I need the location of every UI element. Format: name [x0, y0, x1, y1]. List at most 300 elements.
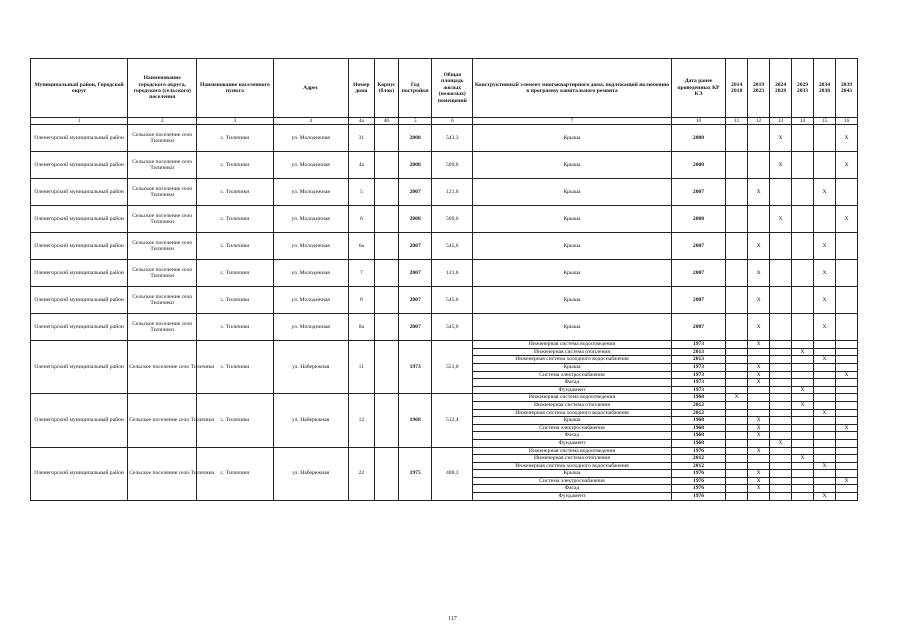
period-mark-cell	[835, 363, 857, 371]
street-cell: ул. Молодежная	[273, 260, 348, 287]
period-mark-cell: X	[748, 179, 770, 206]
structural-element-cell: Крыша	[473, 206, 672, 233]
period-mark-cell	[748, 493, 770, 501]
structural-element-cell: Система электроснабжения	[473, 371, 672, 379]
period-mark-cell	[792, 233, 814, 260]
settlement-cell: Сельское поселение село Тиличики	[128, 206, 197, 233]
period-mark-cell: X	[813, 314, 835, 341]
previous-repair-date-cell: 1968	[671, 394, 725, 402]
block-cell	[374, 394, 398, 447]
structural-element-cell: Крыша	[473, 314, 672, 341]
block-cell	[374, 152, 398, 179]
previous-repair-date-cell: 2007	[671, 233, 725, 260]
period-mark-cell	[726, 363, 748, 371]
period-mark-cell	[813, 394, 835, 402]
previous-repair-date-cell: 2008	[671, 152, 725, 179]
column-header: Наименование городского округа, городского (сельского) поселения	[128, 59, 197, 118]
column-header: Наименование населенного пункта	[197, 59, 273, 118]
period-mark-cell	[835, 455, 857, 463]
table-row	[31, 206, 858, 233]
period-mark-cell	[726, 260, 748, 287]
period-mark-cell	[770, 356, 792, 364]
street-cell: ул. Молодежная	[273, 314, 348, 341]
period-mark-cell	[770, 394, 792, 402]
period-mark-cell: X	[770, 125, 792, 152]
build-year-cell: 2008	[398, 206, 431, 233]
capital-repair-table	[30, 58, 858, 501]
period-mark-cell: X	[813, 493, 835, 501]
period-mark-cell	[792, 379, 814, 387]
column-number: 4б	[374, 118, 398, 125]
district-cell: Оленегорский муниципальный район	[31, 314, 128, 341]
period-mark-cell	[726, 455, 748, 463]
settlement-cell: Сельское поселение село Тиличики	[128, 341, 197, 394]
district-cell: Оленегорский муниципальный район	[31, 206, 128, 233]
settlement-cell: Сельское поселение село Тиличики	[128, 287, 197, 314]
district-cell: Оленегорский муниципальный район	[31, 179, 128, 206]
column-number: 12	[748, 118, 770, 125]
period-mark-cell	[792, 439, 814, 447]
column-header: Общая площадь жилых (нежилых) помещений	[432, 59, 473, 118]
structural-element-cell: Фундамент	[473, 386, 672, 394]
locality-cell: с. Тиличики	[197, 287, 273, 314]
period-mark-cell: X	[813, 462, 835, 470]
house-number-cell: 31	[348, 125, 374, 152]
build-year-cell: 2007	[398, 287, 431, 314]
period-mark-cell	[792, 424, 814, 432]
street-cell: ул. Молодежная	[273, 179, 348, 206]
period-mark-cell	[726, 409, 748, 417]
period-mark-cell: X	[813, 233, 835, 260]
period-mark-cell	[792, 371, 814, 379]
period-mark-cell	[726, 356, 748, 364]
previous-repair-date-cell: 2012	[671, 462, 725, 470]
previous-repair-date-cell: 1968	[671, 432, 725, 440]
structural-element-cell: Инженерная система водоотведения	[473, 394, 672, 402]
previous-repair-date-cell: 2013	[671, 356, 725, 364]
period-mark-cell	[748, 462, 770, 470]
structural-element-cell: Фасад	[473, 432, 672, 440]
period-mark-cell	[813, 386, 835, 394]
house-number-cell: 5	[348, 179, 374, 206]
period-mark-cell: X	[748, 371, 770, 379]
column-header: 2039 2043	[835, 59, 857, 118]
locality-cell: с. Тиличики	[197, 447, 273, 500]
structural-element-cell: Крыша	[473, 260, 672, 287]
period-mark-cell	[726, 348, 748, 356]
house-number-cell: 8а	[348, 314, 374, 341]
locality-cell: с. Тиличики	[197, 394, 273, 447]
period-mark-cell	[835, 401, 857, 409]
period-mark-cell	[770, 233, 792, 260]
house-number-cell: 6а	[348, 233, 374, 260]
period-mark-cell: X	[792, 348, 814, 356]
period-mark-cell	[792, 394, 814, 402]
locality-cell: с. Тиличики	[197, 206, 273, 233]
block-cell	[374, 206, 398, 233]
previous-repair-date-cell: 1976	[671, 470, 725, 478]
table-row	[31, 447, 858, 455]
block-cell	[374, 314, 398, 341]
period-mark-cell	[835, 409, 857, 417]
structural-element-cell: Крыша	[473, 287, 672, 314]
period-mark-cell	[813, 470, 835, 478]
period-mark-cell	[835, 462, 857, 470]
period-mark-cell	[726, 125, 748, 152]
settlement-cell: Сельское поселение село Тиличики	[128, 152, 197, 179]
settlement-cell: Сельское поселение село Тиличики	[128, 394, 197, 447]
period-mark-cell	[726, 401, 748, 409]
structural-element-cell: Система электроснабжения	[473, 477, 672, 485]
structural-element-cell: Фасад	[473, 485, 672, 493]
street-cell: ул. Набережная	[273, 341, 348, 394]
column-number: 1	[31, 118, 128, 125]
previous-repair-date-cell: 1968	[671, 439, 725, 447]
period-mark-cell	[835, 341, 857, 349]
period-mark-cell: X	[748, 314, 770, 341]
area-cell: 545,6	[432, 314, 473, 341]
locality-cell: с. Тиличики	[197, 341, 273, 394]
period-mark-cell	[792, 314, 814, 341]
period-mark-cell	[813, 206, 835, 233]
period-mark-cell	[792, 485, 814, 493]
period-mark-cell	[726, 462, 748, 470]
period-mark-cell	[792, 409, 814, 417]
column-header: Дата ранее проведенных КР КЭ	[671, 59, 725, 118]
block-cell	[374, 179, 398, 206]
table-row	[31, 179, 858, 206]
period-mark-cell: X	[748, 424, 770, 432]
period-mark-cell	[792, 417, 814, 425]
period-mark-cell	[726, 424, 748, 432]
period-mark-cell	[770, 401, 792, 409]
district-cell: Оленегорский муниципальный район	[31, 233, 128, 260]
period-mark-cell	[726, 477, 748, 485]
previous-repair-date-cell: 1973	[671, 379, 725, 387]
period-mark-cell	[726, 432, 748, 440]
period-mark-cell	[770, 424, 792, 432]
structural-element-cell: Фасад	[473, 379, 672, 387]
column-number: 13	[770, 118, 792, 125]
column-number-row	[31, 118, 858, 125]
structural-element-cell: Инженерная система отопления	[473, 401, 672, 409]
period-mark-cell	[770, 379, 792, 387]
column-number: 11	[726, 118, 748, 125]
settlement-cell: Сельское поселение село Тиличики	[128, 125, 197, 152]
previous-repair-date-cell: 1973	[671, 386, 725, 394]
period-mark-cell	[770, 260, 792, 287]
period-mark-cell	[835, 260, 857, 287]
period-mark-cell: X	[792, 401, 814, 409]
period-mark-cell	[748, 356, 770, 364]
period-mark-cell: X	[835, 152, 857, 179]
build-year-cell: 2008	[398, 125, 431, 152]
column-header: 2024 2028	[770, 59, 792, 118]
period-mark-cell	[792, 447, 814, 455]
house-number-cell: 6	[348, 206, 374, 233]
previous-repair-date-cell: 1968	[671, 424, 725, 432]
period-mark-cell: X	[748, 341, 770, 349]
period-mark-cell	[770, 447, 792, 455]
period-mark-cell	[813, 379, 835, 387]
house-number-cell: 11	[348, 341, 374, 394]
district-cell: Оленегорский муниципальный район	[31, 447, 128, 500]
period-mark-cell	[792, 493, 814, 501]
period-mark-cell	[726, 152, 748, 179]
period-mark-cell	[835, 379, 857, 387]
period-mark-cell	[792, 462, 814, 470]
previous-repair-date-cell: 1973	[671, 371, 725, 379]
period-mark-cell: X	[813, 409, 835, 417]
area-cell: 545,6	[432, 233, 473, 260]
period-mark-cell: X	[748, 447, 770, 455]
period-mark-cell	[835, 233, 857, 260]
previous-repair-date-cell: 2012	[671, 401, 725, 409]
block-cell	[374, 125, 398, 152]
period-mark-cell	[813, 341, 835, 349]
period-mark-cell	[770, 485, 792, 493]
period-mark-cell	[770, 363, 792, 371]
period-mark-cell	[726, 341, 748, 349]
period-mark-cell: X	[813, 287, 835, 314]
column-number: 7	[473, 118, 672, 125]
previous-repair-date-cell: 1976	[671, 477, 725, 485]
period-mark-cell	[770, 409, 792, 417]
district-cell: Оленегорский муниципальный район	[31, 394, 128, 447]
period-mark-cell	[835, 394, 857, 402]
structural-element-cell: Инженерная система холодного водоснабжения	[473, 409, 672, 417]
district-cell: Оленегорский муниципальный район	[31, 152, 128, 179]
period-mark-cell	[726, 233, 748, 260]
period-mark-cell	[835, 348, 857, 356]
build-year-cell: 2007	[398, 260, 431, 287]
house-number-cell: 7	[348, 260, 374, 287]
column-number: 6	[432, 118, 473, 125]
settlement-cell: Сельское поселение село Тиличики	[128, 447, 197, 500]
period-mark-cell	[726, 371, 748, 379]
district-cell: Оленегорский муниципальный район	[31, 287, 128, 314]
previous-repair-date-cell: 2012	[671, 455, 725, 463]
previous-repair-date-cell: 1973	[671, 363, 725, 371]
previous-repair-date-cell: 2007	[671, 179, 725, 206]
block-cell	[374, 233, 398, 260]
period-mark-cell: X	[748, 363, 770, 371]
period-mark-cell: X	[748, 470, 770, 478]
period-mark-cell	[726, 379, 748, 387]
table-row	[31, 287, 858, 314]
period-mark-cell	[792, 341, 814, 349]
period-mark-cell: X	[748, 233, 770, 260]
period-mark-cell	[835, 287, 857, 314]
previous-repair-date-cell: 1976	[671, 485, 725, 493]
area-cell: 121,6	[432, 260, 473, 287]
column-header: Корпус (блок)	[374, 59, 398, 118]
period-mark-cell	[792, 260, 814, 287]
period-mark-cell	[748, 409, 770, 417]
period-mark-cell	[748, 439, 770, 447]
period-mark-cell	[835, 439, 857, 447]
structural-element-cell: Инженерная система отопления	[473, 455, 672, 463]
district-cell: Оленегорский муниципальный район	[31, 260, 128, 287]
period-mark-cell	[835, 470, 857, 478]
previous-repair-date-cell: 2007	[671, 260, 725, 287]
period-mark-cell	[835, 432, 857, 440]
column-header: Муниципальный район, Городской округ	[31, 59, 128, 118]
period-mark-cell	[792, 179, 814, 206]
column-number: 16	[835, 118, 857, 125]
period-mark-cell	[726, 485, 748, 493]
block-cell	[374, 287, 398, 314]
build-year-cell: 1973	[398, 341, 431, 394]
street-cell: ул. Молодежная	[273, 233, 348, 260]
street-cell: ул. Молодежная	[273, 287, 348, 314]
period-mark-cell: X	[748, 432, 770, 440]
period-mark-cell	[726, 314, 748, 341]
street-cell: ул. Набережная	[273, 447, 348, 500]
period-mark-cell	[835, 447, 857, 455]
block-cell	[374, 341, 398, 394]
street-cell: ул. Молодежная	[273, 125, 348, 152]
column-header: 2019 2023	[748, 59, 770, 118]
table-row	[31, 394, 858, 402]
period-mark-cell	[770, 287, 792, 314]
area-cell: 551,0	[432, 341, 473, 394]
period-mark-cell	[792, 356, 814, 364]
period-mark-cell	[835, 314, 857, 341]
period-mark-cell	[813, 477, 835, 485]
period-mark-cell	[726, 439, 748, 447]
period-mark-cell: X	[726, 394, 748, 402]
locality-cell: с. Тиличики	[197, 260, 273, 287]
street-cell: ул. Молодежная	[273, 206, 348, 233]
table-header-row	[31, 59, 858, 118]
area-cell: 543,3	[432, 125, 473, 152]
column-number: 15	[813, 118, 835, 125]
previous-repair-date-cell: 2012	[671, 409, 725, 417]
period-mark-cell	[813, 363, 835, 371]
period-mark-cell: X	[792, 386, 814, 394]
settlement-cell: Сельское поселение село Тиличики	[128, 233, 197, 260]
period-mark-cell	[770, 462, 792, 470]
period-mark-cell	[770, 432, 792, 440]
period-mark-cell	[835, 485, 857, 493]
settlement-cell: Сельское поселение село Тиличики	[128, 260, 197, 287]
district-cell: Оленегорский муниципальный район	[31, 125, 128, 152]
period-mark-cell	[792, 470, 814, 478]
period-mark-cell: X	[813, 356, 835, 364]
house-number-cell: 22	[348, 447, 374, 500]
previous-repair-date-cell: 1968	[671, 417, 725, 425]
area-cell: 509,6	[432, 206, 473, 233]
period-mark-cell	[748, 125, 770, 152]
period-mark-cell	[748, 455, 770, 463]
locality-cell: с. Тиличики	[197, 152, 273, 179]
period-mark-cell	[748, 394, 770, 402]
house-number-cell: 12	[348, 394, 374, 447]
structural-element-cell: Крыша	[473, 363, 672, 371]
period-mark-cell	[813, 348, 835, 356]
period-mark-cell	[813, 152, 835, 179]
structural-element-cell: Фундамент	[473, 439, 672, 447]
period-mark-cell: X	[835, 371, 857, 379]
period-mark-cell	[770, 386, 792, 394]
column-header: Адрес	[273, 59, 348, 118]
build-year-cell: 2007	[398, 314, 431, 341]
period-mark-cell	[792, 477, 814, 485]
locality-cell: с. Тиличики	[197, 125, 273, 152]
previous-repair-date-cell: 2008	[671, 125, 725, 152]
period-mark-cell	[748, 348, 770, 356]
period-mark-cell	[835, 493, 857, 501]
column-header: Конструктивный элемент многоквартирного дома, подлежащий включению в программу капитального ремонта	[473, 59, 672, 118]
page-number: 117	[448, 616, 457, 622]
locality-cell: с. Тиличики	[197, 179, 273, 206]
table-row	[31, 125, 858, 152]
structural-element-cell: Крыша	[473, 125, 672, 152]
period-mark-cell	[770, 477, 792, 485]
area-cell: 121,6	[432, 179, 473, 206]
column-number: 10	[671, 118, 725, 125]
period-mark-cell	[726, 179, 748, 206]
previous-repair-date-cell: 2013	[671, 348, 725, 356]
build-year-cell: 1975	[398, 447, 431, 500]
column-number: 2	[128, 118, 197, 125]
period-mark-cell	[792, 125, 814, 152]
period-mark-cell: X	[770, 439, 792, 447]
house-number-cell: 4а	[348, 152, 374, 179]
column-header: Год постройки	[398, 59, 431, 118]
locality-cell: с. Тиличики	[197, 233, 273, 260]
house-number-cell: 8	[348, 287, 374, 314]
structural-element-cell: Крыша	[473, 233, 672, 260]
period-mark-cell	[792, 432, 814, 440]
area-cell: 545,6	[432, 287, 473, 314]
structural-element-cell: Инженерная система холодного водоснабжения	[473, 462, 672, 470]
period-mark-cell	[813, 417, 835, 425]
previous-repair-date-cell: 2007	[671, 287, 725, 314]
structural-element-cell: Крыша	[473, 417, 672, 425]
period-mark-cell	[748, 386, 770, 394]
column-number: 14	[792, 118, 814, 125]
previous-repair-date-cell: 2008	[671, 206, 725, 233]
block-cell	[374, 447, 398, 500]
build-year-cell: 2007	[398, 233, 431, 260]
period-mark-cell	[748, 206, 770, 233]
period-mark-cell	[813, 371, 835, 379]
column-number: 5	[398, 118, 431, 125]
period-mark-cell: X	[792, 455, 814, 463]
previous-repair-date-cell: 2007	[671, 314, 725, 341]
period-mark-cell	[726, 287, 748, 314]
column-number: 3	[197, 118, 273, 125]
column-header: 2034 2038	[813, 59, 835, 118]
period-mark-cell	[792, 287, 814, 314]
period-mark-cell	[726, 470, 748, 478]
period-mark-cell	[813, 125, 835, 152]
period-mark-cell	[748, 401, 770, 409]
period-mark-cell	[813, 432, 835, 440]
table-row	[31, 341, 858, 349]
period-mark-cell: X	[770, 152, 792, 179]
period-mark-cell	[813, 439, 835, 447]
period-mark-cell	[748, 152, 770, 179]
build-year-cell: 2008	[398, 152, 431, 179]
structural-element-cell: Крыша	[473, 179, 672, 206]
structural-element-cell: Крыша	[473, 470, 672, 478]
structural-element-cell: Фундамент	[473, 493, 672, 501]
structural-element-cell: Инженерная система отопления	[473, 348, 672, 356]
area-cell: 512,4	[432, 394, 473, 447]
